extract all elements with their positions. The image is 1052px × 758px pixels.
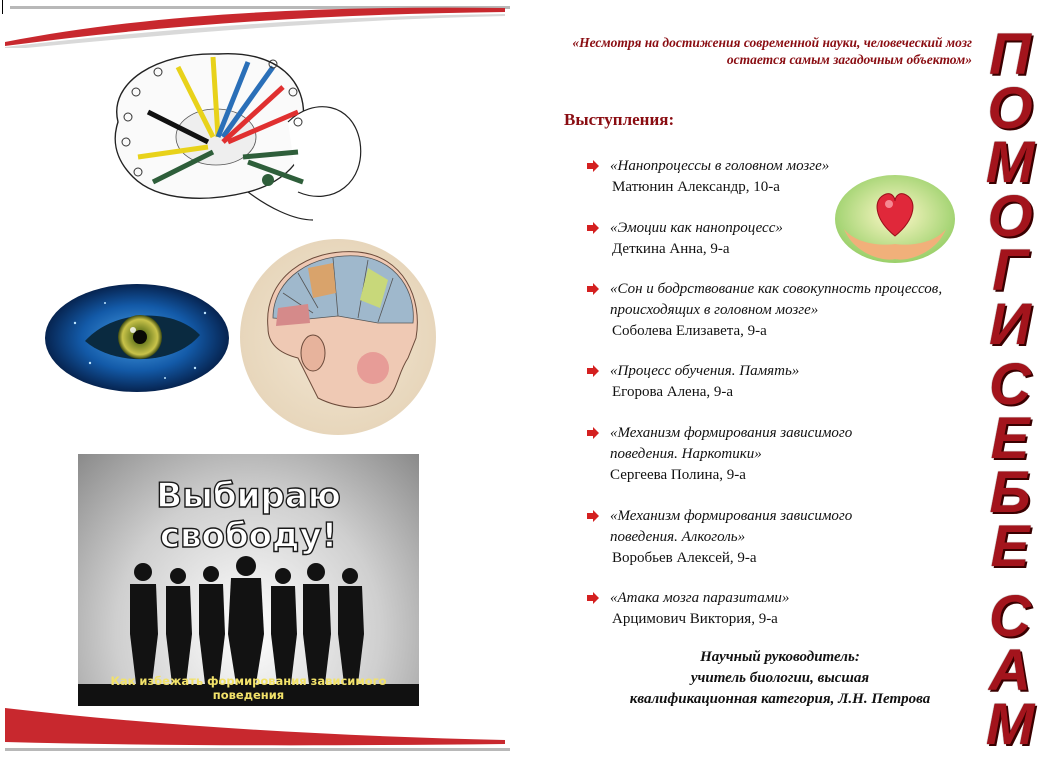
- title-letter: Б: [989, 460, 1031, 525]
- talk-item: [586, 506, 906, 569]
- talk-author: Матюнин Александр, 10-а: [612, 179, 780, 195]
- talk-title: «Нанопроцессы в головном мозге»: [610, 158, 830, 174]
- supervisor-line-1: Научный руководитель:: [700, 649, 860, 665]
- title-letter: Е: [990, 514, 1030, 579]
- talks-heading: Выступления:: [564, 110, 675, 129]
- talk-item: [586, 423, 906, 486]
- supervisor-line-3: квалификационная категория, Л.Н. Петрова: [629, 691, 931, 707]
- supervisor-line-2: учитель биологии, высшая: [690, 670, 870, 686]
- talk-author: Егорова Алена, 9-а: [612, 384, 734, 400]
- title-letter: О: [987, 76, 1033, 141]
- title-letter: Е: [990, 406, 1030, 471]
- vertical-title-word-3: [975, 584, 1045, 757]
- title-letter: С: [989, 352, 1031, 417]
- talk-title: «Механизм формирования зависимого поведения. Алкоголь»: [610, 508, 853, 545]
- arrow-bullet-icon: [586, 591, 600, 605]
- arrow-bullet-icon: [586, 221, 600, 235]
- talk-title: «Сон и бодрствование как совокупность процессов, происходящих в головном мозге»: [610, 281, 943, 318]
- vertical-title-word-2: [975, 352, 1045, 579]
- vertical-title-word-1: [975, 22, 1045, 357]
- arrow-bullet-icon: [586, 159, 600, 173]
- talk-author: Соболева Елизавета, 9-а: [612, 323, 767, 339]
- talk-title: «Механизм формирования зависимого поведения. Наркотики»: [610, 425, 853, 462]
- poster-caption: Как избежать формирования зависимого поведения: [110, 674, 387, 702]
- title-letter: А: [989, 638, 1031, 703]
- talk-author: Арцимович Виктория, 9-а: [612, 611, 778, 627]
- talk-title: «Эмоции как нанопроцесс»: [610, 220, 783, 236]
- arrow-bullet-icon: [586, 282, 600, 296]
- bottom-decorative-stripe: [0, 706, 520, 756]
- talk-item: [586, 361, 966, 403]
- talk-item: [586, 588, 966, 630]
- title-letter: Г: [992, 238, 1028, 303]
- talk-item: [586, 156, 966, 198]
- top-decorative-stripe: [0, 0, 520, 48]
- talk-author: Воробьев Алексей, 9-а: [612, 550, 757, 566]
- phrenology-head-illustration: [238, 238, 438, 436]
- epigraph-quote: «Несмотря на достижения современной науки, человеческий мозг остается самым загадочным объектом»: [572, 35, 972, 67]
- title-letter: М: [985, 692, 1035, 757]
- talk-item: [586, 218, 966, 260]
- silhouettes-graphic: [78, 554, 419, 684]
- talk-title: «Атака мозга паразитами»: [610, 590, 790, 606]
- title-letter: П: [989, 22, 1031, 87]
- brain-pathways-illustration: [98, 42, 368, 222]
- arrow-bullet-icon: [586, 364, 600, 378]
- freedom-poster: [78, 454, 419, 706]
- talk-title: «Процесс обучения. Память»: [610, 363, 800, 379]
- talk-author: Сергеева Полина, 9-а: [610, 467, 746, 483]
- talk-author: Деткина Анна, 9-а: [612, 241, 730, 257]
- title-letter: С: [989, 584, 1031, 649]
- title-letter: М: [985, 130, 1035, 195]
- arrow-bullet-icon: [586, 509, 600, 523]
- eye-illustration: [45, 283, 230, 393]
- supervisor-block: [560, 647, 1000, 710]
- arrow-bullet-icon: [586, 426, 600, 440]
- title-letter: И: [989, 292, 1031, 357]
- talk-item: [586, 279, 948, 342]
- poster-headline: Выбираю свободу!: [156, 476, 341, 556]
- title-letter: О: [987, 184, 1033, 249]
